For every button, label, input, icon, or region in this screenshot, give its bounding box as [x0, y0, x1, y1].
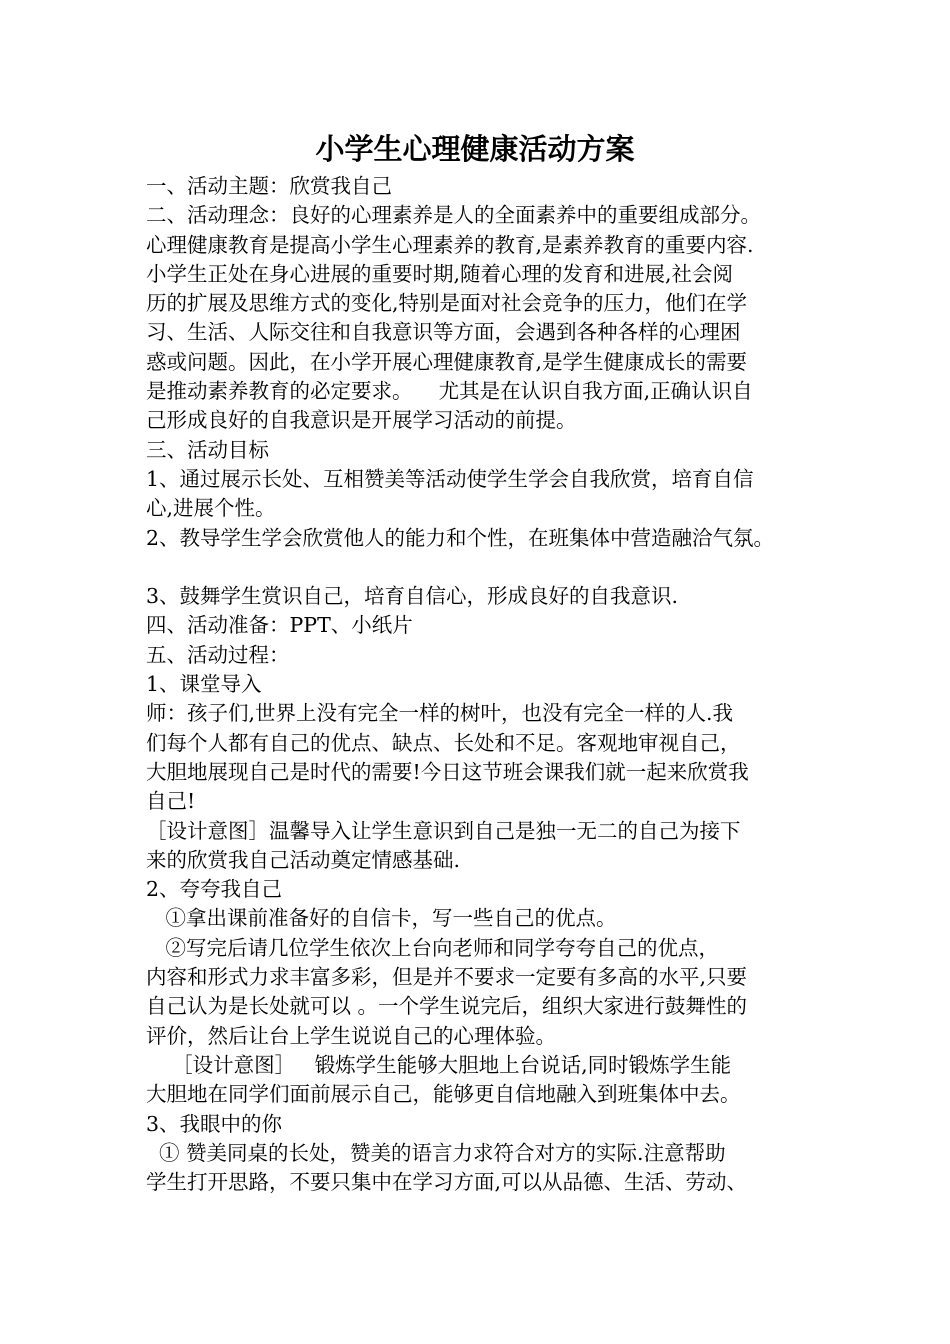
- text-line: 自己!: [146, 789, 196, 814]
- text-line: 3、鼓舞学生赏识自己，培育自信心，形成良好的自我意识.: [146, 584, 679, 609]
- document-body: [146, 172, 826, 1197]
- text-line: 二、活动理念：良好的心理素养是人的全面素养中的重要组成部分。: [146, 203, 761, 228]
- text-line: 2、教导学生学会欣赏他人的能力和个性，在班集体中营造融洽气氛。: [146, 525, 775, 550]
- text-line: 习、生活、人际交往和自我意识等方面，会遇到各种各样的心理困: [146, 320, 741, 345]
- text-line: 学生打开思路，不要只集中在学习方面,可以从品德、生活、劳动、: [146, 1170, 748, 1195]
- text-line: ① 赞美同桌的长处，赞美的语言力求符合对方的实际.注意帮助: [146, 1140, 726, 1165]
- text-line: 是推动素养教育的必定要求。 尤其是在认识自我方面,正确认识自: [146, 379, 753, 404]
- text-line: 内容和形式力求丰富多彩，但是并不要求一定要有多高的水平,只要: [146, 965, 748, 990]
- text-line: 五、活动过程：: [146, 642, 290, 667]
- text-line: 大胆地展现自己是时代的需要!今日这节班会课我们就一起来欣赏我: [146, 759, 749, 784]
- text-line: 3、我眼中的你: [146, 1111, 283, 1136]
- text-line: ［设计意图］ 锻炼学生能够大胆地上台说话,同时锻炼学生能: [146, 1052, 732, 1077]
- text-line: 心理健康教育是提高小学生心理素养的教育,是素养教育的重要内容.: [146, 232, 754, 257]
- text-line: 历的扩展及思维方式的变化,特别是面对社会竞争的压力，他们在学: [146, 291, 748, 316]
- text-line: 评价，然后让台上学生说说自己的心理体验。: [146, 1023, 556, 1048]
- text-line: ［设计意图］温馨导入让学生意识到自己是独一无二的自己为接下: [146, 818, 741, 843]
- text-line: 大胆地在同学们面前展示自己，能够更自信地融入到班集体中去。: [146, 1082, 741, 1107]
- text-line: 己形成良好的自我意识是开展学习活动的前提。: [146, 408, 577, 433]
- text-line: 小学生正处在身心进展的重要时期,随着心理的发育和进展,社会阅: [146, 261, 734, 286]
- text-line: 来的欣赏我自己活动奠定情感基础.: [146, 847, 461, 872]
- document-title: 小学生心理健康活动方案: [315, 132, 635, 166]
- text-line: 惑或问题。因此，在小学开展心理健康教育,是学生健康成长的需要: [146, 349, 748, 374]
- text-line: ②写完后请几位学生依次上台向老师和同学夸夸自己的优点，: [146, 935, 720, 960]
- text-line: 1、课堂导入: [146, 672, 262, 697]
- blank-line: [146, 553, 826, 582]
- text-line: 2、夸夸我自己: [146, 877, 283, 902]
- text-line: 1、通过展示长处、互相赞美等活动使学生学会自我欣赏，培育自信: [146, 466, 754, 491]
- text-line: 们每个人都有自己的优点、缺点、长处和不足。客观地审视自己，: [146, 730, 741, 755]
- text-line: ①拿出课前准备好的自信卡，写一些自己的优点。: [146, 906, 617, 931]
- text-line: 师：孩子们,世界上没有完全一样的树叶，也没有完全一样的人.我: [146, 701, 734, 726]
- text-line: 心,进展个性。: [146, 496, 276, 521]
- text-line: 三、活动目标: [146, 437, 269, 462]
- text-line: 自己认为是长处就可以 。一个学生说完后，组织大家进行鼓舞性的: [146, 994, 748, 1019]
- text-line: 一、活动主题：欣赏我自己: [146, 174, 392, 198]
- text-line: 四、活动准备：PPT、小纸片: [146, 613, 413, 638]
